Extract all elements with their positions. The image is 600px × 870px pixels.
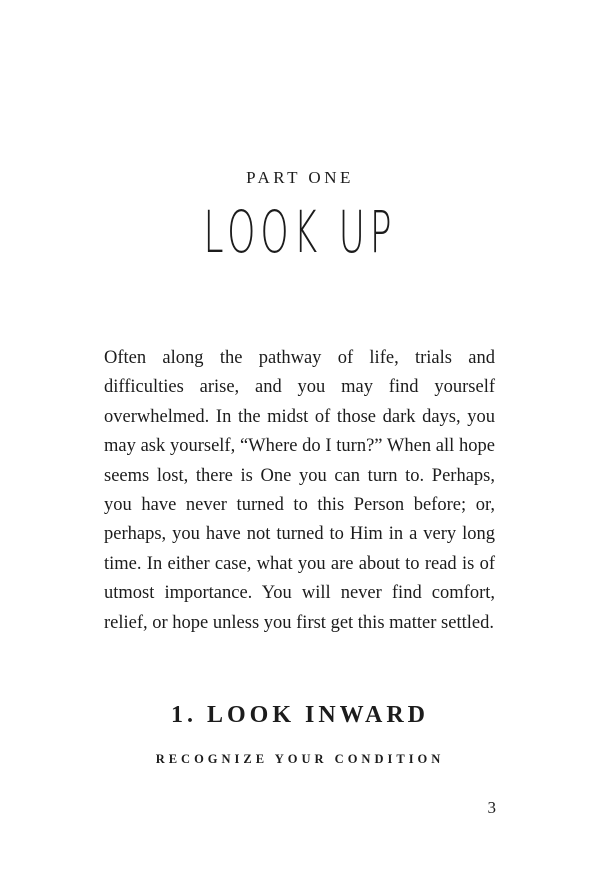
page-number: 3 <box>487 798 496 817</box>
part-title: LOOK UP <box>203 198 397 266</box>
section-heading: 1. LOOK INWARD <box>170 702 430 728</box>
part-label: PART ONE <box>246 168 354 187</box>
section-subheading: RECOGNIZE YOUR CONDITION <box>155 752 445 766</box>
body-paragraph: Often along the pathway of life, trials and difficulties arise, and you may find yourself overwhelmed. In the midst of those dark days, you may ask yourself, “Where do I turn?” When all hope seems lost, there is One you can turn to. Perhaps, you have never turned to this Person before; or, perhaps, you have not turned to Him in a very long time. In either case, what you are about to read is of utmost importance. You will never find comfort, relief, or hope unless you first get this matter settled. <box>104 348 495 633</box>
